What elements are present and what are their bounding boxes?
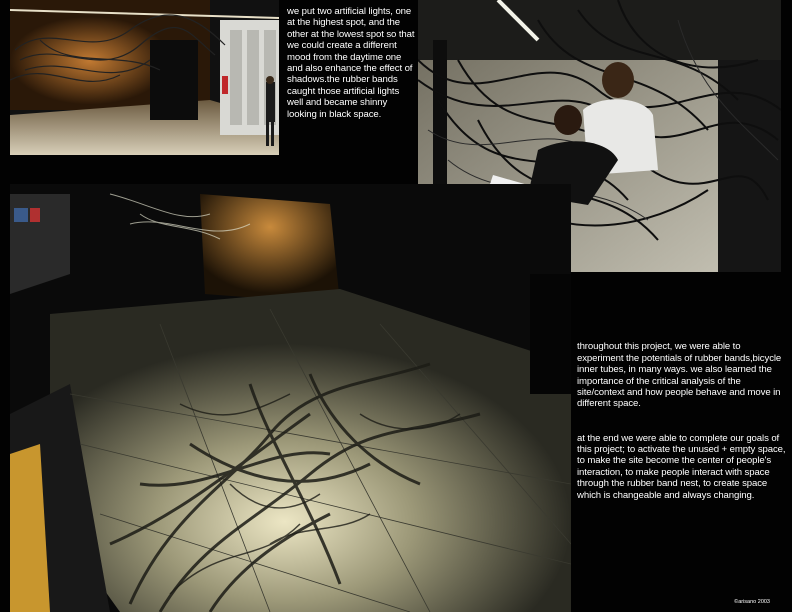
photo-shadow <box>10 184 571 612</box>
caption-conclusion <box>577 330 787 501</box>
caption-conclusion-paragraph-2: at the end we were able to complete our goals of this project; to activate the unused + empty space, to make the site become the center of people's interaction, to make people interact with space through the rubber band nest, to create space which is changeable and always changing. <box>577 432 786 501</box>
photo-hallway <box>10 0 279 155</box>
photo-hallway-image <box>10 0 279 155</box>
caption-lights: we put two artificial lights, one at the highest spot, and the other at the lowest spot so that we could create a different mood from the daytime one and also enhance the effect of shadows.the rubber bands caught those artificial lights well and became shinny looking in black space. <box>287 6 415 120</box>
copyright-notice: ©arisano 2003 <box>734 599 770 605</box>
caption-conclusion-paragraph-1: throughout this project, we were able to experiment the potentials of rubber bands,bicycle inner tubes, in many ways. we also learned the importance of the critical analysis of the site/context and how people behave and move in different space. <box>577 341 782 410</box>
photo-shadow-image <box>10 184 571 612</box>
